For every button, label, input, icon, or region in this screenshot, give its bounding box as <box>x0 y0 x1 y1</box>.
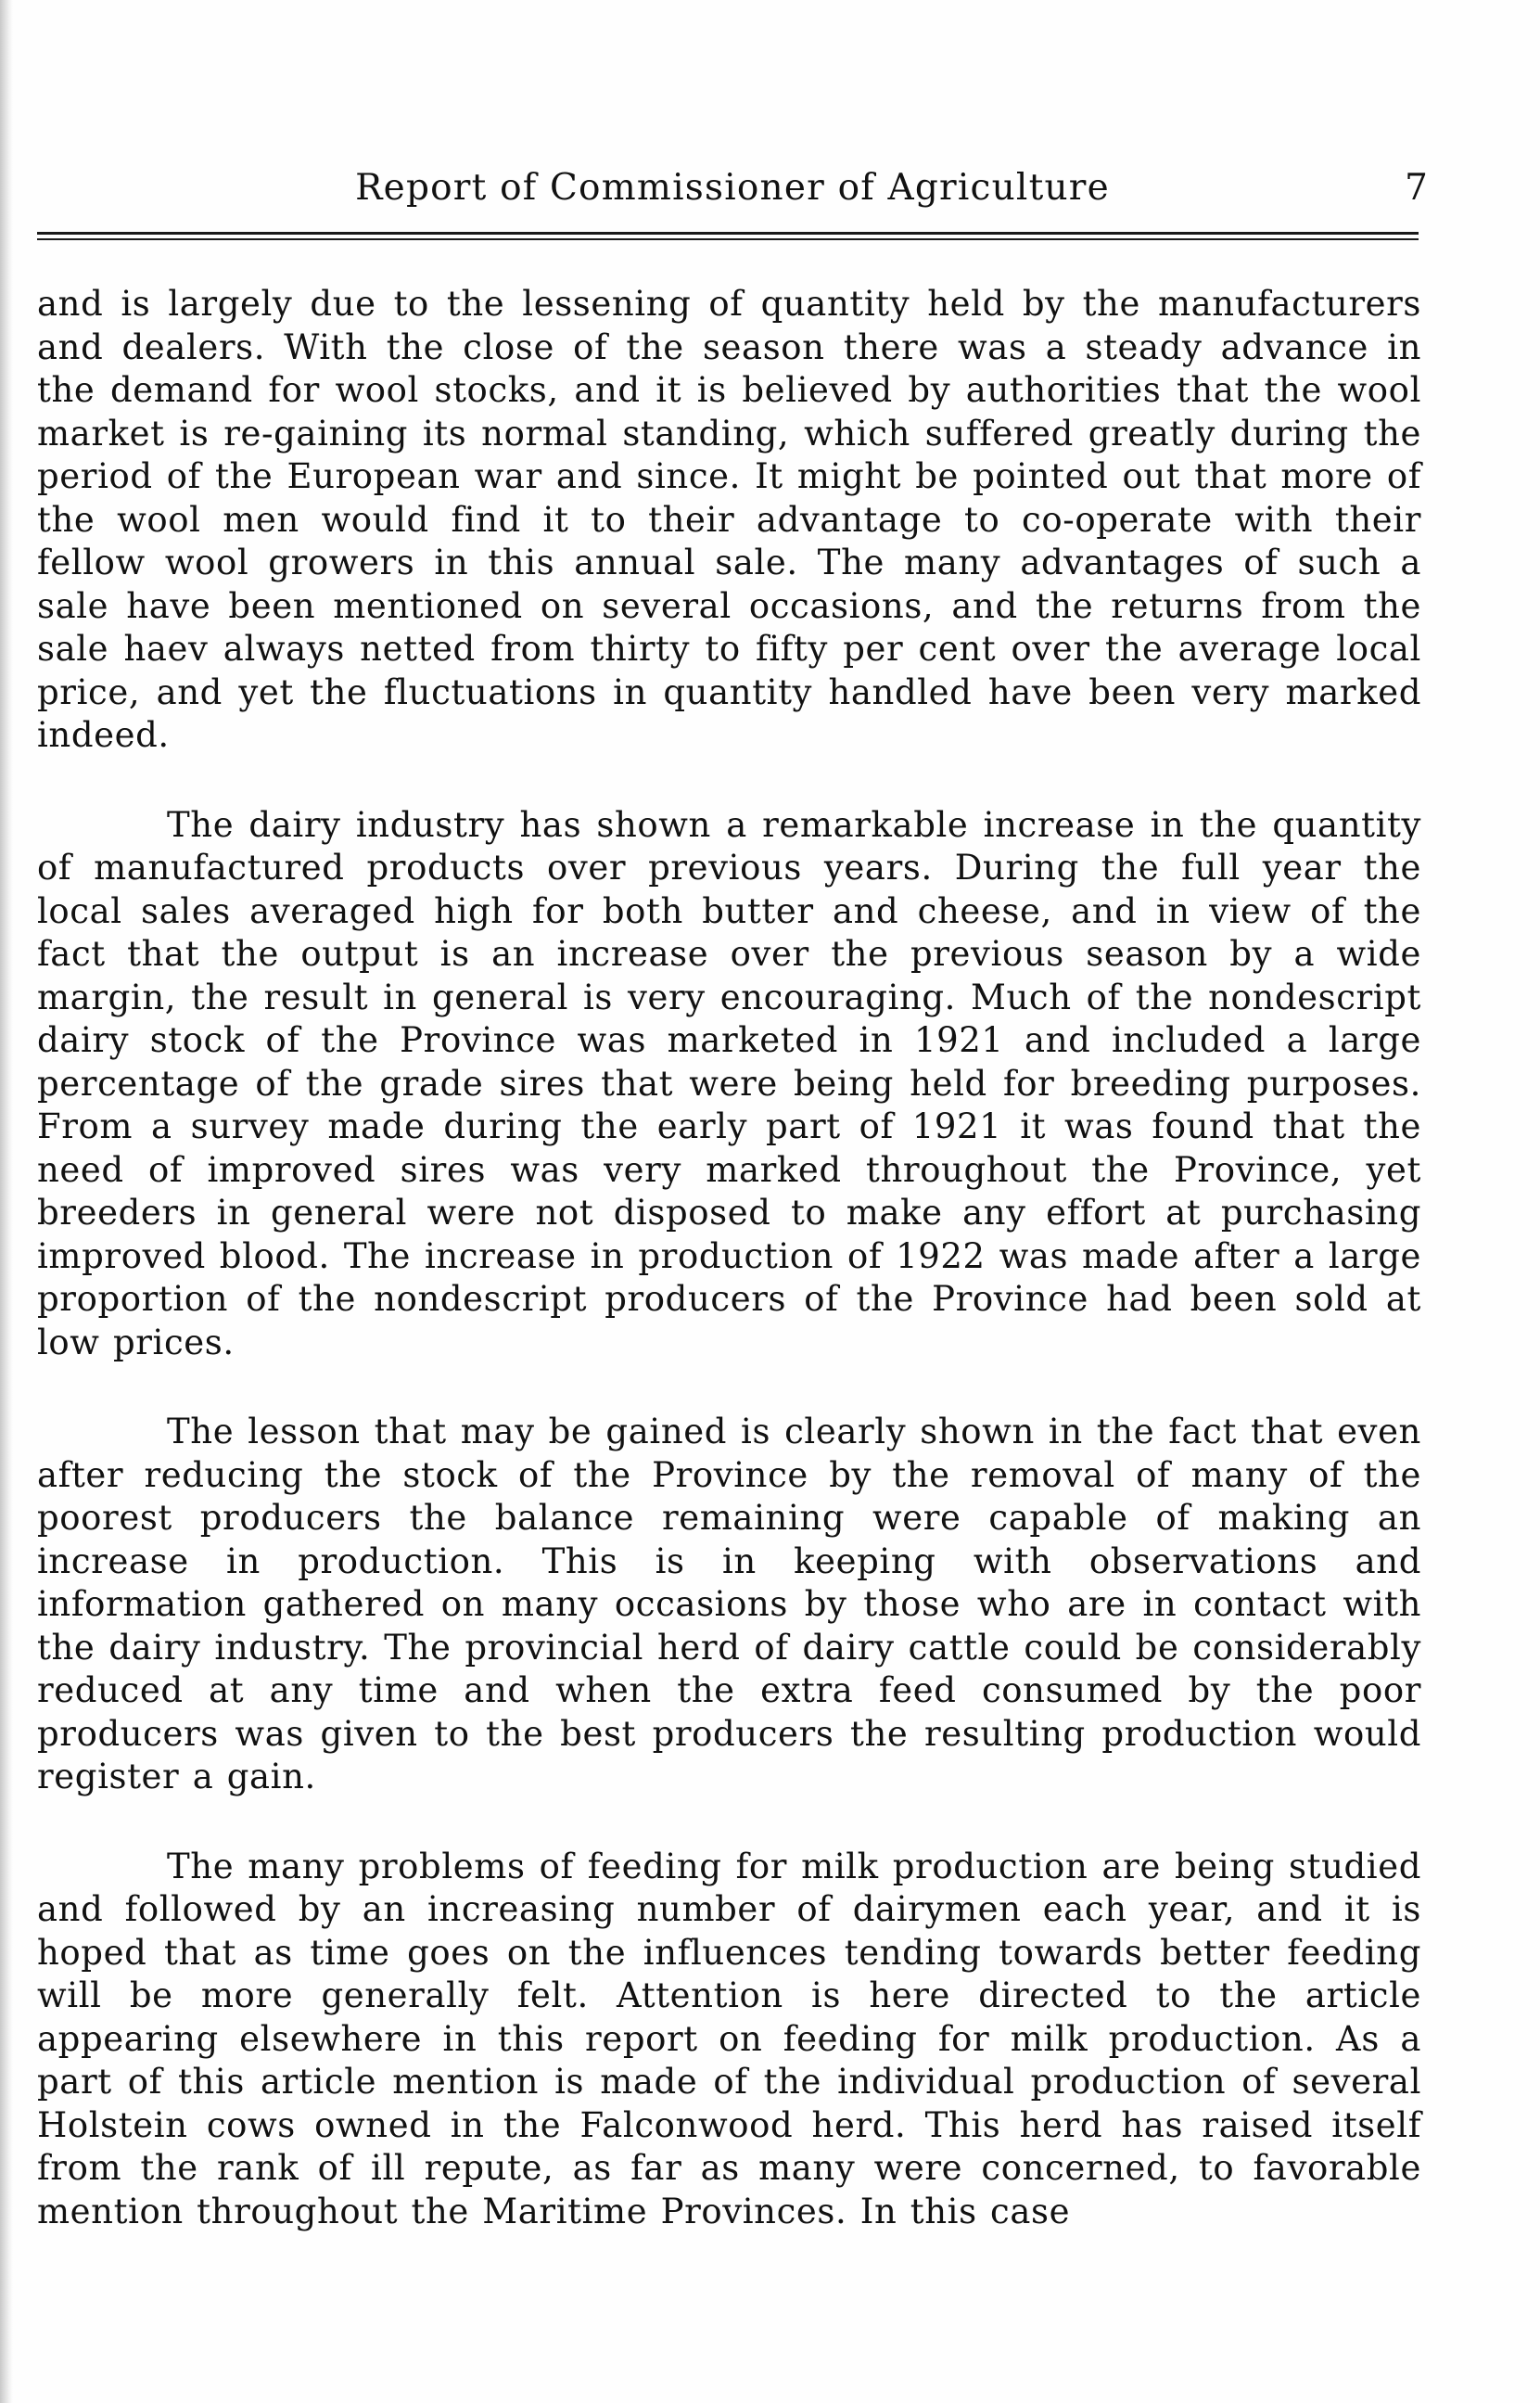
header-rule-bottom <box>37 238 1419 240</box>
paragraph-wool-sale: and is largely due to the lessening of quantity held by the manufacturers and dealers. With the close of the season there was a steady advance in the demand for wool stocks, and it is believed by authorities that the wool market is re-gaining its normal standing, which suffered greatly during the period of the European war and since. It might be pointed out that more of the wool men would find it to their advantage to co-operate with their fellow wool growers in this annual sale. The many advantages of such a sale have been mentioned on several occasions, and the returns from the sale haev always netted from thirty to fifty per cent over the average local price, and yet the fluctuations in quantity handled have been very marked indeed. <box>37 284 1421 755</box>
page-binding-edge <box>0 0 13 2403</box>
body-text <box>37 283 1421 2233</box>
page-number: 7 <box>1405 167 1428 209</box>
paragraph-dairy-industry: The dairy industry has shown a remarkable increase in the quantity of manufactured products over previous years. During the full year the local sales averaged high for both butter and cheese, and in view of the fact that the output is an increase over the previous season by a wide margin, the result in general is very encouraging. Much of the nondescript dairy stock of the Province was marketed in 1921 and included a large percentage of the grade sires that were being held for breeding purposes. From a survey made during the early part of 1921 it was found that the need of improved sires was very marked throughout the Province, yet breeders in general were not disposed to make any effort at purchasing improved blood. The increase in production of 1922 was made after a large proportion of the nondescript producers of the Province had been sold at low prices. <box>37 804 1421 1362</box>
paragraph-feeding-problems: The many problems of feeding for milk production are being studied and followed by an increasing number of dairymen each year, and it is hoped that as time goes on the influences tending towards better feeding will be more generally felt. Attention is here directed to the article appearing elsewhere in this report on feeding for milk production. As a part of this article mention is made of the individual production of several Holstein cows owned in the Falconwood herd. This herd has raised itself from the rank of ill repute, as far as many were concerned, to favorable mention throughout the Maritime Provinces. In this case <box>37 1846 1421 2231</box>
header-rule-top <box>37 232 1419 235</box>
running-title: Report of Commissioner of Agriculture <box>355 167 1110 209</box>
running-header <box>37 165 1428 211</box>
paragraph-lesson: The lesson that may be gained is clearly shown in the fact that even after reducing the stock of the Province by the removal of many of the poorest producers the balance remaining were capable of making an increase in production. This is in keeping with observations and information gathered on many occasions by those who are in contact with the dairy industry. The provincial herd of dairy cattle could be considerably reduced at any time and when the extra feed consumed by the poor producers was given to the best producers the resulting production would register a gain. <box>37 1412 1421 1796</box>
